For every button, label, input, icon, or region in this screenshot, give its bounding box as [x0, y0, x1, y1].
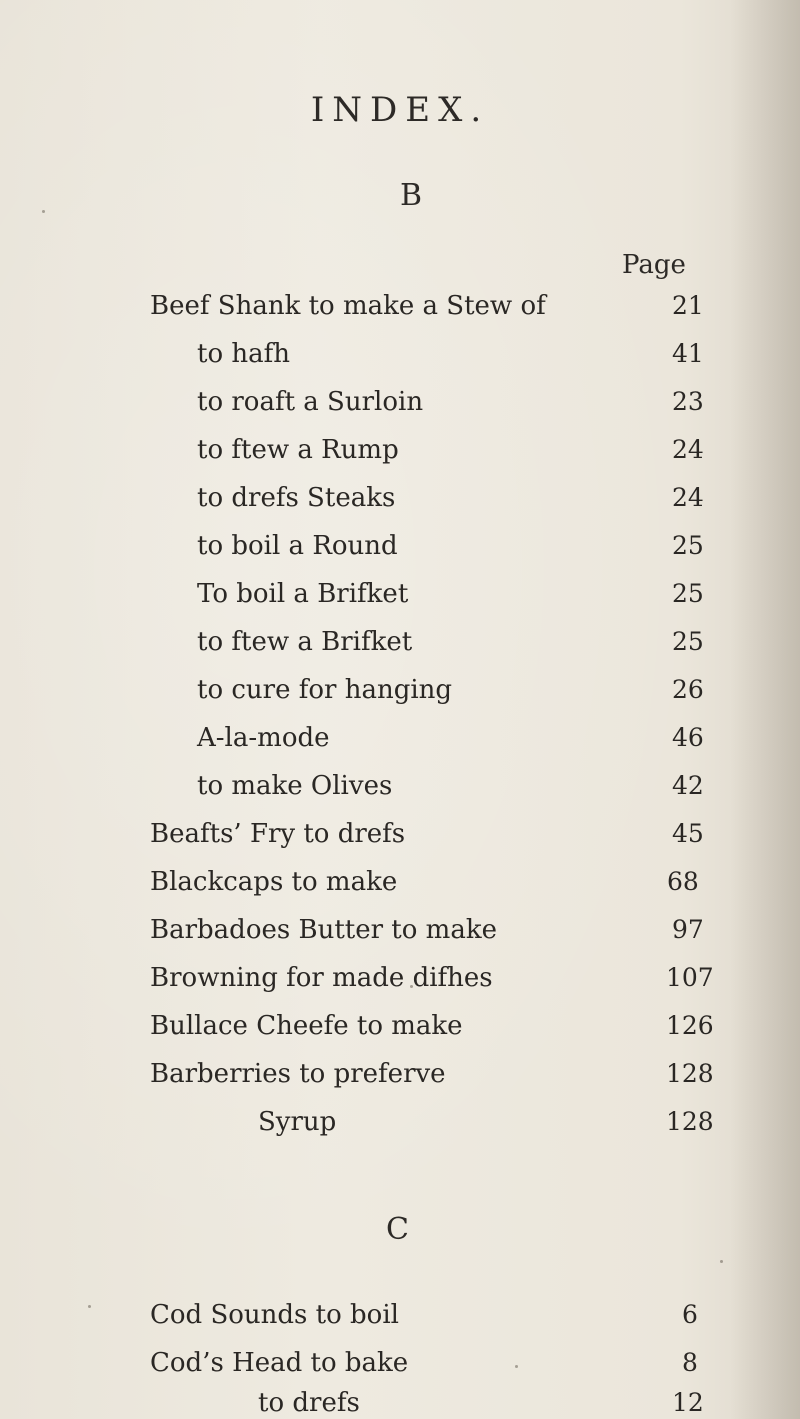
- index-entry: to ftew a Rump: [197, 435, 399, 465]
- index-entry: to ftew a Brifket: [197, 627, 413, 657]
- index-entry: Bullace Cheefe to make: [150, 1011, 463, 1041]
- index-entry: to drefs Steaks: [197, 483, 396, 513]
- index-entry: Blackcaps to make: [150, 867, 398, 897]
- index-title: INDEX.: [310, 90, 490, 130]
- section-letter-b: B: [400, 178, 423, 213]
- page-number: 25: [672, 531, 704, 560]
- page-number: 25: [672, 627, 704, 656]
- index-entry: Barbadoes Butter to make: [150, 915, 497, 945]
- page-number: 26: [672, 675, 704, 704]
- index-entry: to boil a Round: [197, 531, 398, 561]
- page-number: 68: [667, 867, 699, 896]
- paper-speck: [42, 210, 45, 213]
- index-entry: Beef Shank to make a Stew of: [150, 291, 546, 321]
- page-number: 97: [672, 915, 704, 944]
- index-entry: to make Olives: [197, 771, 393, 801]
- page-number: 107: [666, 963, 714, 992]
- page-number: 46: [672, 723, 704, 752]
- page-number: 24: [672, 435, 704, 464]
- section-letter-c: C: [386, 1212, 409, 1247]
- index-entry: Browning for made difhes: [150, 963, 493, 993]
- index-entry: to cure for hanging: [197, 675, 453, 705]
- page-edge-shadow: [730, 0, 800, 1419]
- paper-speck: [515, 1365, 518, 1368]
- page-number: 6: [682, 1300, 698, 1329]
- page-number: 23: [672, 387, 704, 416]
- index-entry: to hafh: [197, 339, 290, 369]
- page-number: 126: [666, 1011, 714, 1040]
- page-number: 12: [672, 1388, 704, 1417]
- index-entry: to roaft a Surloin: [197, 387, 424, 417]
- page-number: 8: [682, 1348, 698, 1377]
- page-number: 24: [672, 483, 704, 512]
- index-entry: Syrup: [258, 1107, 337, 1137]
- index-entry: Beafts’ Fry to drefs: [150, 819, 406, 849]
- index-entry: Cod’s Head to bake: [150, 1348, 409, 1378]
- paper-speck: [88, 1305, 91, 1308]
- index-entry: To boil a Brifket: [197, 579, 409, 609]
- page-number: 128: [666, 1107, 714, 1136]
- page-number: 21: [672, 291, 704, 320]
- index-entry: A-la-mode: [197, 723, 330, 753]
- index-entry: to drefs: [258, 1388, 360, 1418]
- paper-speck: [720, 1260, 723, 1263]
- page-number: 41: [672, 339, 704, 368]
- page-number: 128: [666, 1059, 714, 1088]
- index-entry: Cod Sounds to boil: [150, 1300, 399, 1330]
- page-column-label: Page: [622, 250, 686, 280]
- page-number: 25: [672, 579, 704, 608]
- index-entry: Barberries to preferve: [150, 1059, 446, 1089]
- page-number: 42: [672, 771, 704, 800]
- page-number: 45: [672, 819, 704, 848]
